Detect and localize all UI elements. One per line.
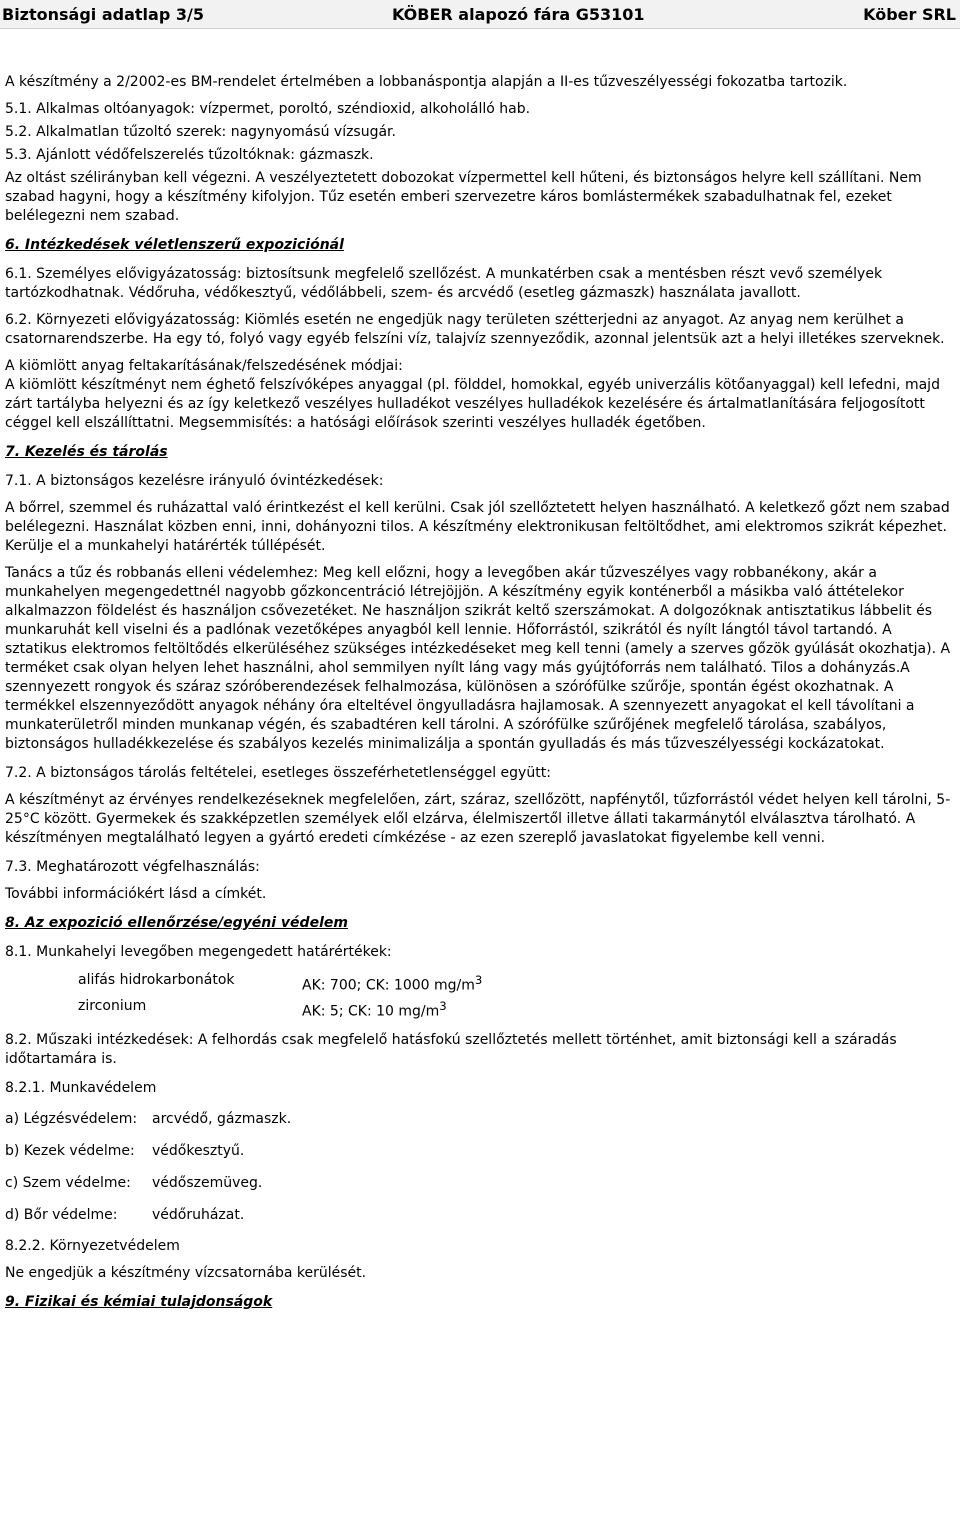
p-7-1-a: A bőrrel, szemmel és ruházattal való érintkezést el kell kerülni. Csak jól szellőztetett helyen használható. A keletkező gőzt nem szabad belélegezni. Használat közben enni, inni, dohányozni tilos. A készítmény elektronikusan feltöltődhet, ami elektromos szikrát képezhet. Kerülje el a munkahelyi határérték túllépését. (5, 500, 950, 554)
company-name: Köber SRL (863, 5, 956, 24)
limit-value: AK: 5; CK: 10 $mg/m^3$ (302, 998, 447, 1020)
p-7-2: 7.2. A biztonságos tárolás feltételei, esetleges összeférhetetlenséggel együtt: (5, 765, 551, 781)
fire-instructions: Az oltást szélirányban kell végezni. A veszélyeztetett dobozokat vízpermettel kell hűteni, és biztonságos helyre kell szállítani. Nem szabad hagyni, hogy a készítmény kifolyjon. Tűz esetén emberi szervezetre káros bomlástermékek szabadulhatnak fel, ezeket belélegezni nem szabad. (5, 170, 922, 224)
section-8-title: 8. Az expozició ellenőrzése/egyéni védelem (5, 915, 348, 931)
p-8-2-1: 8.2.1. Munkavédelem (5, 1080, 157, 1097)
document-body (5, 73, 955, 1322)
p-6-1: 6.1. Személyes elővigyázatosság: biztosítsunk megfelelő szellőzést. A munkatérben csak a mentésben részt vevő személyek tartózkodhatnak. Védőruha, védőkesztyű, védőlábbeli, szem- és arcvédő (esetleg gázmaszk) használata javallott. (5, 266, 883, 301)
p-8-1: 8.1. Munkahelyi levegőben megengedett határértékek: (5, 944, 392, 960)
limit-substance: alifás hidrokarbonátok (78, 972, 235, 988)
ppe-value: védőszemüveg. (152, 1175, 263, 1192)
p-8-2: 8.2. Műszaki intézkedések: A felhordás csak megfelelő hatásfokú szellőztetés mellett történhet, amit biztonsági kell a száradás időtartamára is. (5, 1032, 897, 1068)
ppe-label: c) Szem védelme: (5, 1175, 131, 1192)
cleanup-text: A kiömlött készítményt nem éghető felszívóképes anyaggal (pl. földdel, homokkal, egyéb univerzális kötőanyaggal) kell lefedni, majd zárt tartályba helyezni és az így keletkező veszélyes hulladékot veszélyes hulladékok kezelésére és ártalmatlanítására feljogosított céggel kell elszállíttatni. Megsemmisítés: a hatósági előírások szerinti veszélyes hulladék égetőben. (5, 377, 940, 431)
p-7-3: 7.3. Meghatározott végfelhasználás: (5, 859, 260, 875)
p-7-1-b: Tanács a tűz és robbanás elleni védelemhez: Meg kell előzni, hogy a levegőben akár tűzveszélyes vagy robbanékony, akár a munkahelyen megengedettnél nagyobb gőzkoncentráció létrejöjjön. A készítmény egyik konténerből a másikba való áttételekor alkalmazzon földelést és használjon csővezetéket. Ne használjon szikrát keltő szerszámokat. A dolgozóknak antisztatikus lábbelit és munkaruhát kell viselni és a padlónak vezetőképes anyagból kell lennie. Hőforrástól, szikrától és nyílt lángtól távol tartandó. A sztatikus elektromos feltöltődés elkerüléséhez szükséges intézkedéseket meg kell tenni (amely a szerves gőzök gyúlását okozhatja). A terméket csak olyan helyen lehet használni, ahol semmilyen nyílt láng vagy más gyújtóforrás nem található. Tilos a dohányzás.A szennyezett rongyok és száraz szóróberendezések felhalmozása, különösen a szórófülke szűrője, spontán égést okozhatnak. A termékkel elszennyeződött anyagok néhány óra elteltével öngyulladásra hajlamosak. A szennyezett anyagokat el kell távolítani a munkaterületről minden munkanap végén, és szabadtéren kell tárolni. A szórófülke szűrőjének megfelelő tárolása, szabályos, biztonságos hulladékkezelése és szabályos kezelés minimalizálja a spontán gyulladás és más tűzveszélyességi kockázatokat. (5, 565, 951, 752)
p-6-2: 6.2. Környezeti elővigyázatosság: Kiömlés esetén ne engedjük nagy területen szétterjedni az anyagot. Az anyag nem kerülhet a csatornarendszerbe. Ha egy tó, folyó vagy egyéb felszíni víz, talajvíz szennyeződik, azonnal jelentsük azt a helyi illetékes szerveknek. (5, 312, 945, 347)
ppe-value: védőruházat. (152, 1207, 245, 1224)
p-5-2: 5.2. Alkalmatlan tűzoltó szerek: nagynyomású vízsugár. (5, 124, 396, 140)
limit-substance: zirconium (78, 997, 147, 1014)
exposure-limits-table (78, 970, 955, 1021)
ppe-label: d) Bőr védelme: (5, 1207, 118, 1224)
ppe-label: a) Légzésvédelem: (5, 1111, 138, 1128)
p-7-1: 7.1. A biztonságos kezelésre irányuló óvintézkedések: (5, 473, 384, 489)
page-header (0, 0, 960, 29)
fire-class-intro: A készítmény a 2/2002-es BM-rendelet értelmében a lobbanáspontja alapján a II-es tűzveszélyességi fokozatba tartozik. (5, 74, 848, 90)
p-7-2-a: A készítményt az érvényes rendelkezéseknek megfelelően, zárt, száraz, szellőzött, napfénytől, tűzforrástól védet helyen kell tárolni, 5-25°C között. Gyermekek és szakképzetlen személyek elől elzárva, élelmiszertől illetve állati takarmánytól elválasztva tárolható. A készítményen megtalálható legyen a gyártó eredeti címkézése - az ezen szereplő javaslatokat figyelembe kell venni. (5, 792, 951, 846)
p-7-3-a: További információkért lásd a címkét. (5, 886, 267, 902)
ppe-value: arcvédő, gázmaszk. (152, 1111, 292, 1128)
p-8-2-2: 8.2.2. Környezetvédelem (5, 1238, 180, 1255)
section-9-title: 9. Fizikai és kémiai tulajdonságok (5, 1294, 273, 1311)
p-5-3: 5.3. Ajánlott védőfelszerelés tűzoltóknak: gázmaszk. (5, 147, 374, 163)
section-7-title: 7. Kezelés és tárolás (5, 444, 168, 460)
p-8-2-2-a: Ne engedjük a készítmény vízcsatornába kerülését. (5, 1265, 367, 1282)
p-5-1: 5.1. Alkalmas oltóanyagok: vízpermet, poroltó, széndioxid, alkoholálló hab. (5, 101, 531, 117)
document-title: Biztonsági adatlap 3/5 (2, 5, 204, 24)
limit-value: AK: 700; CK: 1000 $mg/m^3$ (302, 973, 483, 994)
product-name: KÖBER alapozó fára G53101 (392, 5, 645, 24)
ppe-label: b) Kezek védelme: (5, 1143, 135, 1160)
cleanup-label: A kiömlött anyag feltakarításának/felszedésének módjai: (5, 358, 403, 374)
ppe-value: védőkesztyű. (152, 1143, 245, 1160)
section-6-title: 6. Intézkedések véletlenszerű expoziciónál (5, 237, 344, 253)
ppe-list (5, 1110, 955, 1225)
